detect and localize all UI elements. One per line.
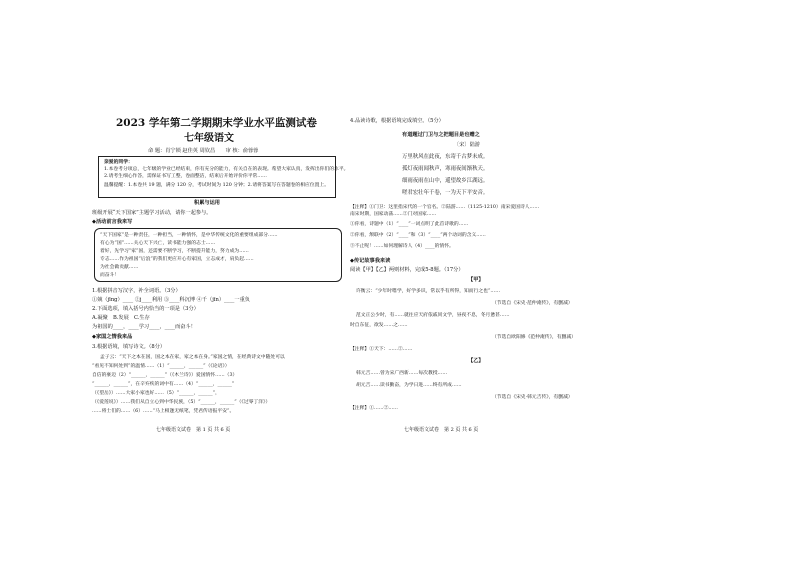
q3-line-2: 自信的豪迈（2）“______，______”（《木兰诗》）爱国情怀……（3） <box>92 373 238 378</box>
q4-sub-3: ③不止呢！……如何理解诗人（4）____的情怀。 <box>350 244 454 249</box>
poem-line-3: 嗟君宏壮年千卷，一为天下平安音。 <box>402 190 489 196</box>
poem-note: 【注释】①门卫：这里指宋代的一个官名。②陆游……（1125-1210）南宋爱国诗人…… <box>350 205 540 210</box>
exam-authors: 命 题：肖宁锁 赵佳英 周钦昌 审 核：俞蓉蓉 <box>148 148 259 154</box>
section-jia: 【甲】 <box>468 277 484 283</box>
left-footer: 七年级语文试卷 第 1 页 共 6 页 <box>156 427 231 433</box>
jia-line-6: 【乙】 <box>468 358 484 364</box>
jia-line-10: 【注释】①……②…… <box>350 406 398 411</box>
notice-line-1: 1.本卷考分项总，七年级的学业已经结束，你有充分的能力，有关自在的表现。希望大家认真，发挥出你们的水平。 <box>104 167 349 172</box>
box-line-2: 着好，先学习“家”国，还需要不断学习，不断提升能力，努力成为…… <box>100 249 249 254</box>
question-2-line: 为祖国的____，____学习____，____而奋斗！ <box>92 324 196 330</box>
poem-title: 有道题过门卫与之把题目是也赠之 <box>402 132 480 138</box>
q3-line-4: （《望岳》）……大家小家也好……（5）“______，______”， <box>92 391 220 396</box>
jia-line-9: （节选自《宋史·韩元吉传》，有删减） <box>492 395 573 400</box>
question-4: 4.品读诗歌，根据语境完成填空。（5分） <box>350 118 444 124</box>
poem-line-0: 万里秋风在此夜，东寄千古梦未成。 <box>402 154 489 160</box>
question-2: 2.下面选项，填入括号内恰当的一项是（3分） <box>92 306 199 312</box>
reading-intro: 阅读【甲】【乙】两则材料，完成5-8题。（17分） <box>350 267 464 273</box>
q3-line-1: “看见不知何处到”的温情……（1）“______，______”（《论语》） <box>92 364 230 369</box>
poem-note-2: 南宋时期，国家动荡……②门对国家…… <box>350 212 437 217</box>
box-line-4: 为社会做贡献…… <box>100 265 139 270</box>
q4-sub-2: ②你看，颔联中（2）“____”和（3）“____”两个动词的含义…… <box>350 233 486 238</box>
section-banner: 积累与运用 <box>194 200 220 206</box>
q3-line-6: ……将士们的……（6）……“马上相逢无纸笔，凭君传语报平安”。 <box>92 409 235 414</box>
part1-heading: ◆活动前言我来写 <box>92 219 133 225</box>
poem-author: 〔宋〕陆游 <box>454 142 480 148</box>
poem-line-1: 孤灯夜雨闻秋声，寒雨夜间渐秋天。 <box>402 166 489 172</box>
jia-line-0: 许衡云：“少年时嗜学，好学多识，常以乎有所得，知而行之也”…… <box>356 289 501 294</box>
question-3: 3.根据语境，填写诗文。（8分） <box>92 344 166 350</box>
jia-line-1: （节选自《宋史·范仲淹传》，有删减） <box>492 301 573 306</box>
right-footer: 七年级语文试卷 第 2 页 共 6 页 <box>404 427 479 433</box>
part3-heading: ◆传记故事我来读 <box>350 258 391 264</box>
jia-line-5: 【注释】①天下：……②…… <box>350 347 413 352</box>
jia-line-4: （节选自欧阳修《范仲淹传》，有删减） <box>492 335 576 340</box>
jia-line-2: 范文正公少时，有……就往应天府依戚同文学，昼夜不息，冬月惫甚…… <box>356 313 510 318</box>
intro-text: 班级开展“天下国家”主题学习活动，请你一起参与。 <box>92 210 212 216</box>
question-2-options: A.凝聚 B.发展 C.生存 <box>92 315 150 321</box>
part2-heading: ◆家国之情我来品 <box>92 334 133 340</box>
box-line-0: “天下国家”是一种责任，一种担当，一种情怀，是中华传统文化的重要组成部分…… <box>100 233 278 238</box>
box-line-5: 而奋斗！ <box>100 273 120 278</box>
box-line-1: 有心为“国”……关心天下兴亡，读书能力强的志士…… <box>100 241 216 246</box>
exam-title: 2023 学年第二学期期末学业水平监测试卷 <box>116 117 317 129</box>
q3-line-3: “______，______”，在辛弃疾的词中有……（4）“______，______” <box>92 382 235 387</box>
exam-subtitle: 七年级语文 <box>184 133 234 144</box>
q4-sub-1: ①你看，诗题中（1）“____”一词点明了此首诗歌的…… <box>350 222 469 227</box>
notice-line-2: 2.请考生细心作答，需保证书写工整，卷面整洁，结束后开始评价你平常…… <box>104 174 267 179</box>
poem-line-2: 细雨夜雨在山中，遥望故乡江湖远。 <box>402 178 489 184</box>
question-1-items: ①兢（jīng）____ ②j____利用 ③____科沉博 ④千（jīn）____一重负 <box>92 297 250 303</box>
jia-line-7: 韩元吉……曾为宋广西新……每次教授…… <box>356 371 448 376</box>
box-line-3: 专志……作为祖国“后浪”的我们更应开心有家国，立志成才，肩负起…… <box>100 257 254 262</box>
notice-line-3: 温馨提醒：1.本卷共 19 题，满分 120 分，考试时间为 120 分钟；2.请将答案写在答题卷的相应位置上。 <box>104 183 330 188</box>
question-1: 1.根据拼音写汉字，补全词语。（3分） <box>92 288 181 294</box>
jia-line-8: 胡元吉……读书勤奋，为学日进……终有所成…… <box>356 383 462 388</box>
jia-line-3: 时自东征，欲发……之…… <box>350 323 408 328</box>
notice-line-0: 亲爱的同学： <box>104 159 133 165</box>
q3-line-5: （《爱莲说》）……我们从自立心到中华民族，（5）“______，______”（《过零丁洋》） <box>92 400 271 405</box>
q3-line-0: 孟子云：“天下之本在国，国之本在家，家之本在身。”家国之情，在经典诗文中随处可以 <box>100 355 285 360</box>
